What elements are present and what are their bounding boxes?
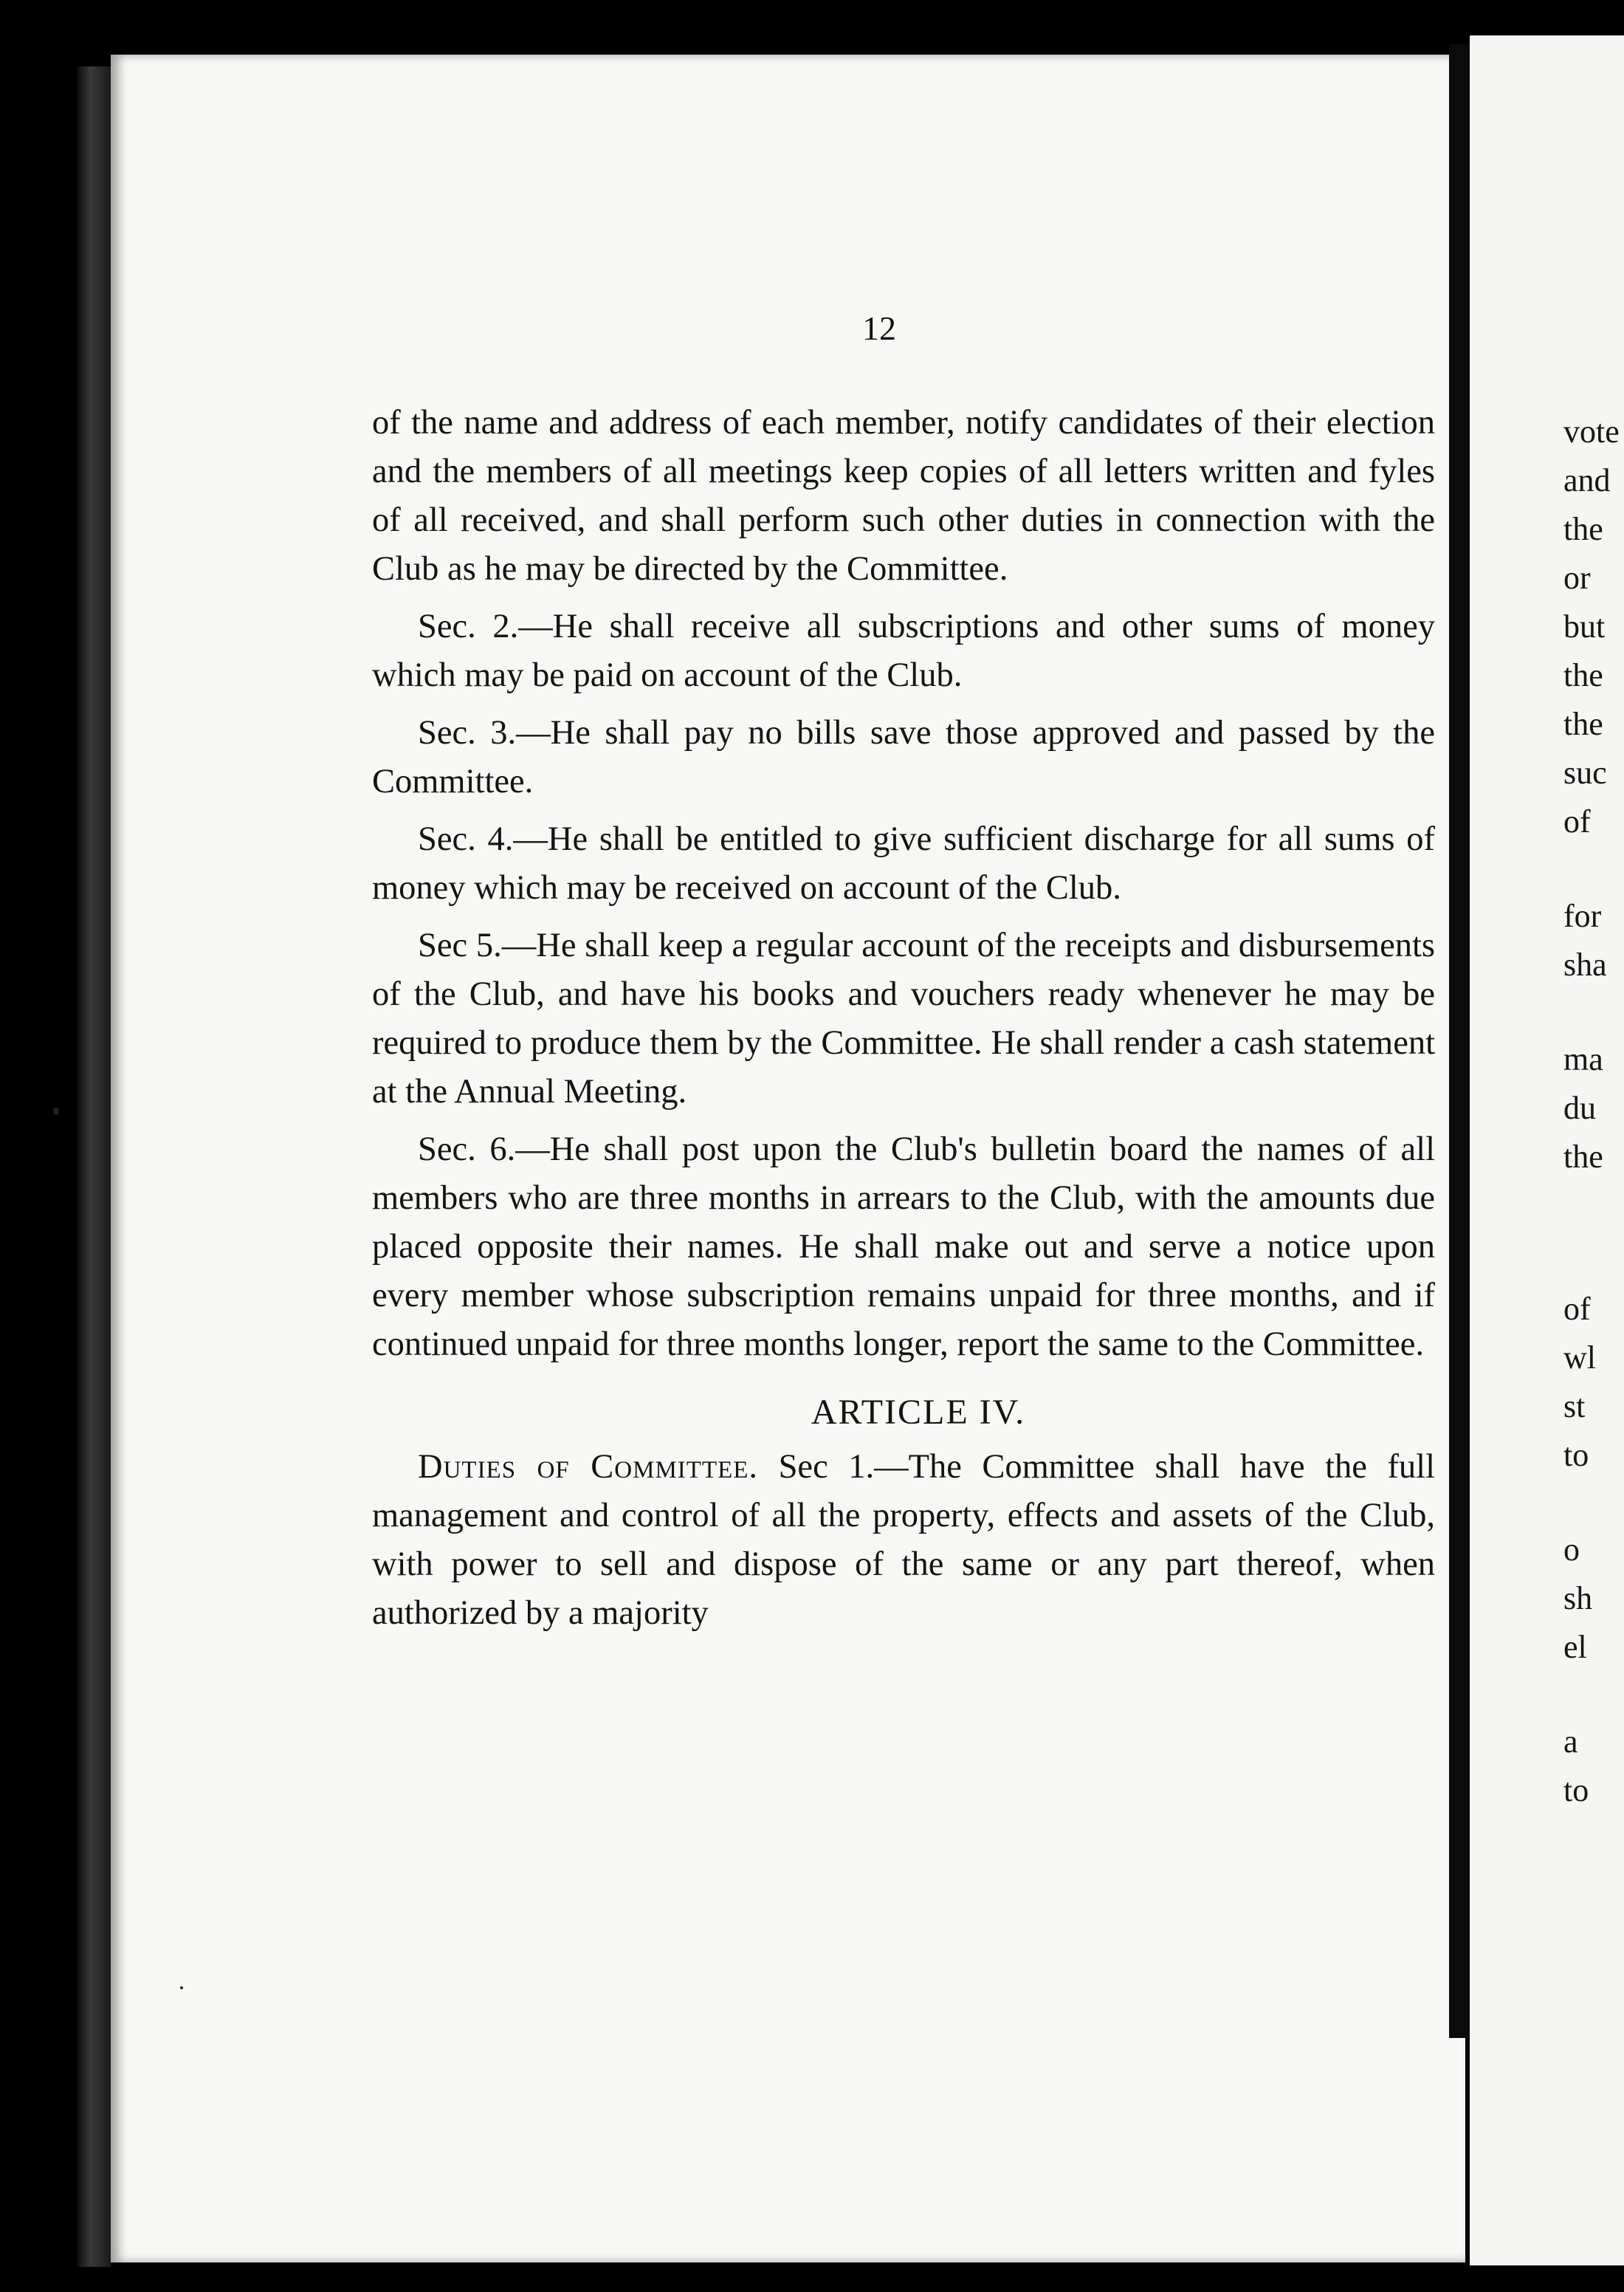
- right-page-text-fragments: [1563, 408, 1620, 1815]
- right-fragment: to: [1563, 1437, 1589, 1473]
- committee-title: Duties of Committee.: [418, 1448, 759, 1486]
- right-fragment: the: [1563, 511, 1603, 547]
- page-number: 12: [862, 309, 896, 347]
- paragraph-continuation: of the name and address of each member, notify candidates of their election and the members of all meetings keep copies of all letters written and fyles of all received, and shall perform such other duties in connection with the Club as he may be directed by the Committee.: [372, 404, 1435, 588]
- committee-text: Sec 1.—The Committee shall have the full management and control of all the property, effects and assets of the Club, with power to sell and dispose of the same or any part thereof, when authorized by a majority: [372, 1448, 1436, 1632]
- right-fragment: wl: [1563, 1339, 1596, 1376]
- right-fragment: a: [1563, 1723, 1578, 1760]
- paper-speck: [180, 1986, 183, 1989]
- right-fragment: or: [1563, 560, 1591, 596]
- right-fragment: to: [1563, 1772, 1589, 1808]
- binding-edge: [77, 66, 111, 2267]
- paragraph-sec-5: Sec 5.—He shall keep a regular account of the receipts and disbursements of the Club, and have his books and vouchers ready whenever he may be required to produce them by the Committee. He shall render a cash statement at the Annual Meeting.: [372, 927, 1435, 1111]
- right-fragment: ma: [1563, 1041, 1603, 1077]
- article-heading: ARTICLE IV.: [811, 1393, 1026, 1432]
- right-fragment: sh: [1563, 1580, 1593, 1616]
- paragraph-sec-2: Sec. 2.—He shall receive all subscriptions and other sums of money which may be paid on account of the Club.: [372, 608, 1435, 694]
- right-fragment: suc: [1563, 755, 1607, 791]
- right-fragment: but: [1563, 608, 1606, 645]
- right-fragment: st: [1563, 1388, 1586, 1424]
- right-fragment: the: [1563, 1139, 1603, 1175]
- committee-paragraph: [372, 1443, 1435, 1638]
- right-fragment: of: [1563, 803, 1591, 840]
- right-fragment: the: [1563, 706, 1603, 742]
- paragraph-sec-4: Sec. 4.—He shall be entitled to give sufficient discharge for all sums of money which may be received on account of the Club.: [372, 820, 1435, 907]
- right-fragment: vote: [1563, 414, 1620, 450]
- right-fragment: the: [1563, 657, 1603, 693]
- paragraph-sec-3: Sec. 3.—He shall pay no bills save those approved and passed by the Committee.: [372, 714, 1435, 800]
- right-fragment: el: [1563, 1629, 1587, 1665]
- right-fragment: and: [1563, 462, 1611, 498]
- paragraph-sec-6: Sec. 6.—He shall post upon the Club's bulletin board the names of all members who are three months in arrears to the Club, with the amounts due placed opposite their names. He shall make out and serve a notice upon every member whose subscription remains unpaid for three months, and if continued unpaid for three months longer, report the same to the Committee.: [372, 1130, 1435, 1363]
- text-block: [372, 399, 1435, 1638]
- right-fragment: du: [1563, 1090, 1596, 1126]
- right-fragment: of: [1563, 1291, 1591, 1327]
- paper-speck: [53, 1108, 59, 1115]
- page-gutter: [1449, 44, 1470, 2038]
- right-fragment: for: [1563, 898, 1602, 934]
- right-fragment: sha: [1563, 947, 1607, 983]
- right-fragment: o: [1563, 1531, 1580, 1568]
